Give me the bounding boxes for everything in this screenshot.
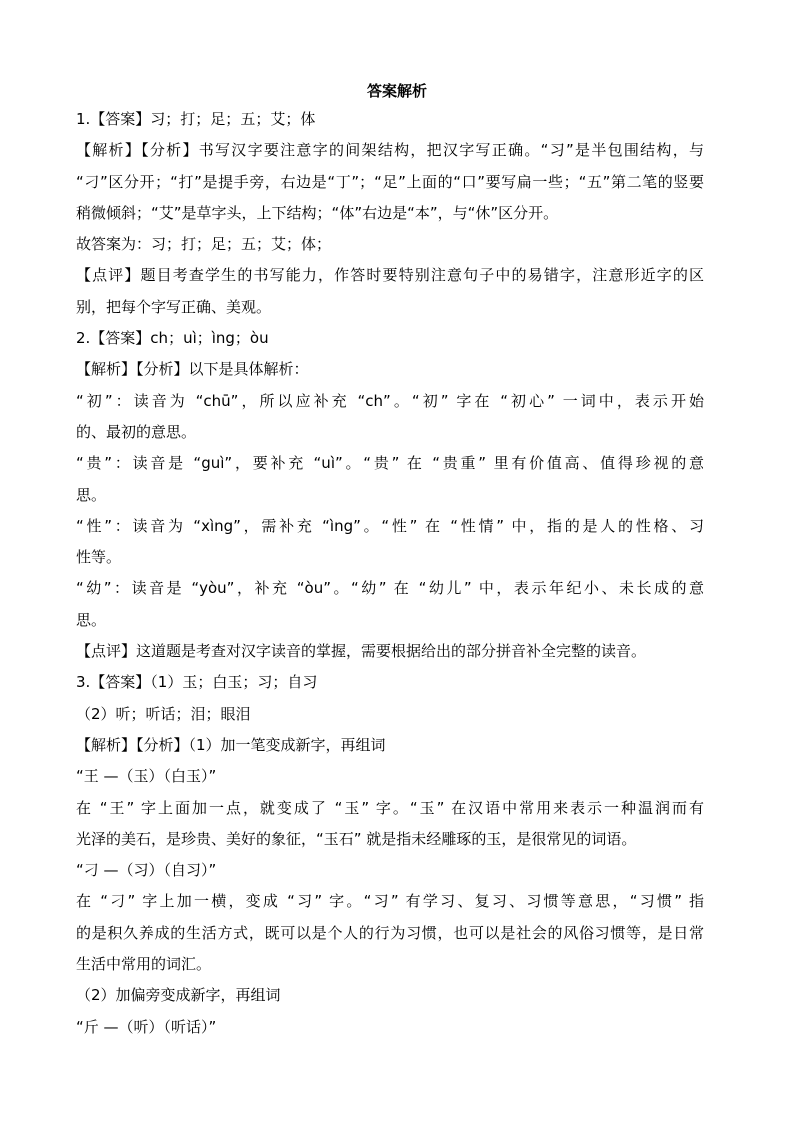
text-line: 思。 — [76, 610, 107, 629]
text-line: “幼”：读音是 “yòu”，补充 “òu”。“幼” 在 “幼儿” 中，表示年纪小、未长成的意 — [76, 579, 704, 598]
text-line: “性”：读音为 “xìng”，需补充 “ìng”。“性” 在 “性情” 中，指的是人的性格、习 — [76, 516, 704, 535]
text-line: 在 “刁” 字上加一横，变成 “习” 字。“习” 有学习、复习、习惯等意思，“习惯” 指 — [76, 892, 704, 911]
text-line: 的是积久养成的生活方式，既可以是个人的行为习惯，也可以是社会的风俗习惯等，是日常 — [76, 923, 704, 942]
text-line: 【解析】【分析】书写汉字要注意字的间架结构，把汉字写正确。“习”是半包围结构，与 — [76, 141, 704, 160]
text-line: 故答案为：习；打；足；五；艾；体； — [76, 235, 332, 254]
text-line: “斤 —（听）（听话）” — [76, 1017, 217, 1036]
text-line: “刁”区分开；“打”是提手旁，右边是“丁”；“足”上面的“口”要写扁一些；“五”第二笔的竖要 — [76, 172, 704, 191]
text-line: “贵”：读音是 “guì”，要补充 “uì”。“贵” 在 “贵重” 里有价值高、值得珍视的意 — [76, 454, 704, 473]
text-line: 别，把每个字写正确、美观。 — [76, 297, 272, 316]
text-line: 【点评】这道题是考查对汉字读音的掌握，需要根据给出的部分拼音补全完整的读音。 — [76, 642, 647, 661]
text-line: 光泽的美石，是珍贵、美好的象征，“玉石” 就是指未经雕琢的玉，是很常见的词语。 — [76, 829, 637, 848]
text-line: 1.【答案】习；打；足；五；艾；体 — [76, 110, 316, 128]
text-line: 生活中常用的词汇。 — [76, 955, 212, 974]
answer-analysis-body — [76, 104, 704, 1043]
text-line: 【解析】【分析】（1）加一笔变成新字，再组词 — [76, 735, 386, 754]
text-line: “王 —（玉）（白玉）” — [76, 767, 217, 786]
text-line: 在 “王” 字上面加一点，就变成了 “玉” 字。“玉” 在汉语中常用来表示一种温润而有 — [76, 798, 704, 817]
text-line: “初”：读音为 “chū”，所以应补充 “ch”。“初” 字在 “初心” 一词中，表示开始 — [76, 391, 704, 410]
text-line: “刁 —（习）（自习）” — [76, 861, 217, 880]
text-line: （2）加偏旁变成新字，再组词 — [76, 986, 281, 1005]
text-line: 稍微倾斜；“艾”是草字头，上下结构；“体”右边是“本”，与“休”区分开。 — [76, 203, 559, 222]
text-line: 【解析】【分析】以下是具体解析： — [76, 360, 309, 379]
page-title: 答案解析 — [366, 82, 427, 100]
text-line: 的、最初的意思。 — [76, 422, 197, 441]
text-line: 3.【答案】（1）玉；白玉；习；自习 — [76, 673, 318, 692]
text-line: 思。 — [76, 485, 107, 504]
text-line: （2）听；听话；泪；眼泪 — [76, 704, 251, 723]
text-line: 【点评】题目考查学生的书写能力，作答时要特别注意句子中的易错字，注意形近字的区 — [76, 266, 704, 285]
text-line: 性等。 — [76, 548, 122, 567]
text-line: 2.【答案】ch；uì；ìng；òu — [76, 329, 269, 348]
